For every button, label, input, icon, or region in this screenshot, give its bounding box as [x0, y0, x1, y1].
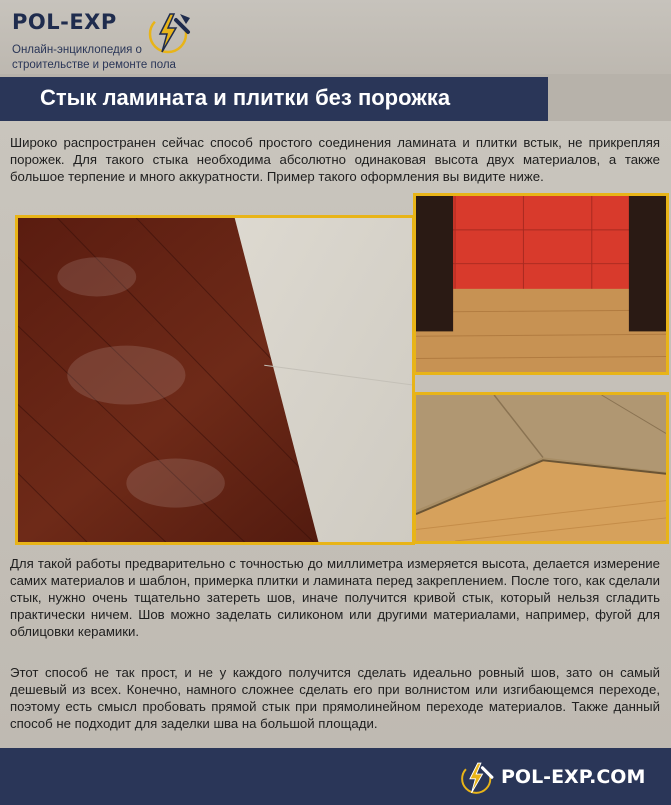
paragraph-conclusion: Этот способ не так прост, и не у каждого получится сделать идеально ровный шов, зато он самый дешевый из всех. Конечно, намного сложнее сделать его при волнистом или изгибающемся переходе, поэтому есть смысл пробовать прямой стык при прямолинейном переходе материалов. Также данный способ не подходит для заделки шва на большой площади.	[10, 665, 660, 731]
photo-tile-laminate-angle-joint	[413, 392, 669, 544]
footer-site-name: POL-EXP.COM	[501, 766, 646, 788]
footer-logo[interactable]	[459, 758, 649, 796]
paragraph-intro: Широко распространен сейчас способ простого соединения ламината и плитки встык, не прикрепляя порожек. Для такого стыка необходима абсолютно одинаковая высота двух материалов, а также большое терпение и много аккуратности. Пример такого оформления вы видите ниже.	[10, 135, 660, 184]
footer	[0, 748, 671, 805]
logo-tagline-2: строительстве и ремонте пола	[12, 59, 176, 71]
hammer-lightning-icon	[146, 10, 192, 56]
site-logo[interactable]	[8, 8, 213, 72]
photo-laminate-tile-joint	[15, 215, 415, 545]
paragraph-process: Для такой работы предварительно с точностью до миллиметра измеряется высота, делается измерение самих материалов и шаблон, примерка плитки и ламината перед закреплением. После того, как сделали стык, нужно очень тщательно затереть шов, иначе получится кривой стык, который нельзя сгладить практически ничем. Шов можно заделать силиконом или другими материалами, например, фугой для облицовки керамики.	[10, 556, 660, 639]
logo-wordmark: POL-EXP	[12, 10, 117, 34]
logo-tagline-1: Онлайн-энциклопедия о	[12, 44, 142, 56]
title-bar	[0, 77, 548, 121]
page-title: Стык ламината и плитки без порожка	[40, 85, 451, 110]
hammer-lightning-icon	[459, 760, 495, 796]
photo-red-tile-doorway	[413, 193, 669, 375]
